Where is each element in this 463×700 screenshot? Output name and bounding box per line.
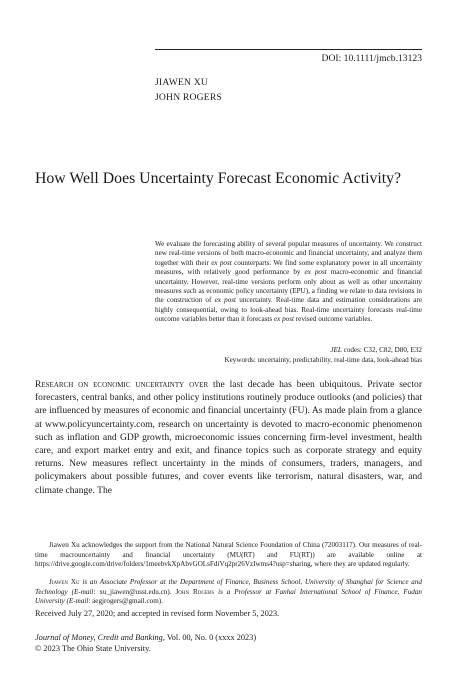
abstract-text: macro-economic and financial uncertainty. However, real-time versions perform only about as well as other uncertainty measures such as economic policy uncertainty (EPU), a finding we relate to data revisions in the construction of [155,268,423,305]
keywords: Keywords: uncertainty, predictability, real-time data, look-ahead bias [224,356,422,364]
email-text: : xu_jiawen@usst.edu.cn). [93,587,176,596]
jel-codes [330,346,422,355]
abstract-emphasis: ex post [214,296,237,305]
doi-text: DOI: 10.1111/jmcb.13123 [321,53,422,64]
abstract-text: revised outcome variables. [294,315,373,324]
abstract-emphasis: ex post [273,315,294,324]
author-list [155,75,222,105]
affiliation-name: John Rogers [175,587,215,596]
email-text: : aegjrogers@gmail.com). [88,597,163,605]
affiliation-text: is an Associate Professor at the Department of Finance, Business School, University of Shanghai for Science and Technology ( [35,578,422,596]
footnote-acknowledgement: Jiawen Xu acknowledges the support from the National Natural Science Foundation of China (72003117). Our measures of real-time macrouncertainty and financial uncertainty (MU(RT) and FU(RT)) are available online at https://drive.google.com/drive/folders/1meebvkXpAbvGOLsFdiVq2pr26VzIwms4?usp=sharing, where they are updated regularly. [35,541,422,568]
abstract-emphasis: ex post [211,258,232,267]
jel-text: codes: C32, C82, D80, E32 [341,346,422,354]
affiliation-text: is a Professor at Fanhai International School of Finance, Fudan University ( [35,587,422,605]
abstract-text: We evaluate the forecasting ability of several popular measures of uncertainty. We construct new real-time versions of both macro-economic and financial uncertainty, and analyze them together with their [155,240,422,267]
abstract-emphasis: ex post [304,268,327,277]
copyright-notice: © 2023 The Ohio State University. [35,644,151,653]
abstract-text: counterparts. We find some explanatory power in all uncertainty measures, with relatively good performance by [155,258,422,277]
jel-label: JEL [330,346,342,354]
abstract [155,240,422,325]
affiliation-name: Jiawen Xu [49,578,80,586]
footnote-affiliations [35,578,422,607]
journal-citation [35,632,256,643]
received-dates: Received July 27, 2020; and accepted in revised form November 5, 2023. [35,609,280,618]
email-label: E-mail [73,587,94,596]
body-text: the last decade has been ubiquitous. Private sector forecasters, central banks, and other policy institutions routinely produce outlooks (and policies) that are influenced by measures of economic and financial uncertainty (FU). As made plain from a glance at www.policyuncertainty.com, research on uncertainty is devoted to macro-economic phenomenon such as inflation and GDP growth, microeconomic issues concerning firm-level investment, health care, and export market entry and exit, and finance topics such as corporate strategy and equity returns. New measures reflect uncertainty in the minds of consumers, traders, managers, and policymakers about possible futures, and cover events like terrorism, natural disasters, war, and climate change. The [35,379,422,496]
abstract-text: uncertainty. Real-time data and estimation considerations are highly consequential, owing to look-ahead bias. Real-time uncertainty forecasts real-time outcome variables better than it forecasts [155,296,422,324]
journal-name: Journal of Money, Credit and Banking [35,633,163,642]
author-name: JOHN ROGERS [155,92,222,103]
email-label: E-mail [68,597,89,605]
body-paragraph [35,378,422,497]
header-rule [155,49,422,50]
author-name: JIAWEN XU [155,77,208,88]
lead-in-smallcaps: Research on economic uncertainty over [35,379,209,390]
journal-details: , Vol. 00, No. 0 (xxxx 2023) [162,633,257,642]
paper-title: How Well Does Uncertainty Forecast Economic Activity? [35,170,402,187]
